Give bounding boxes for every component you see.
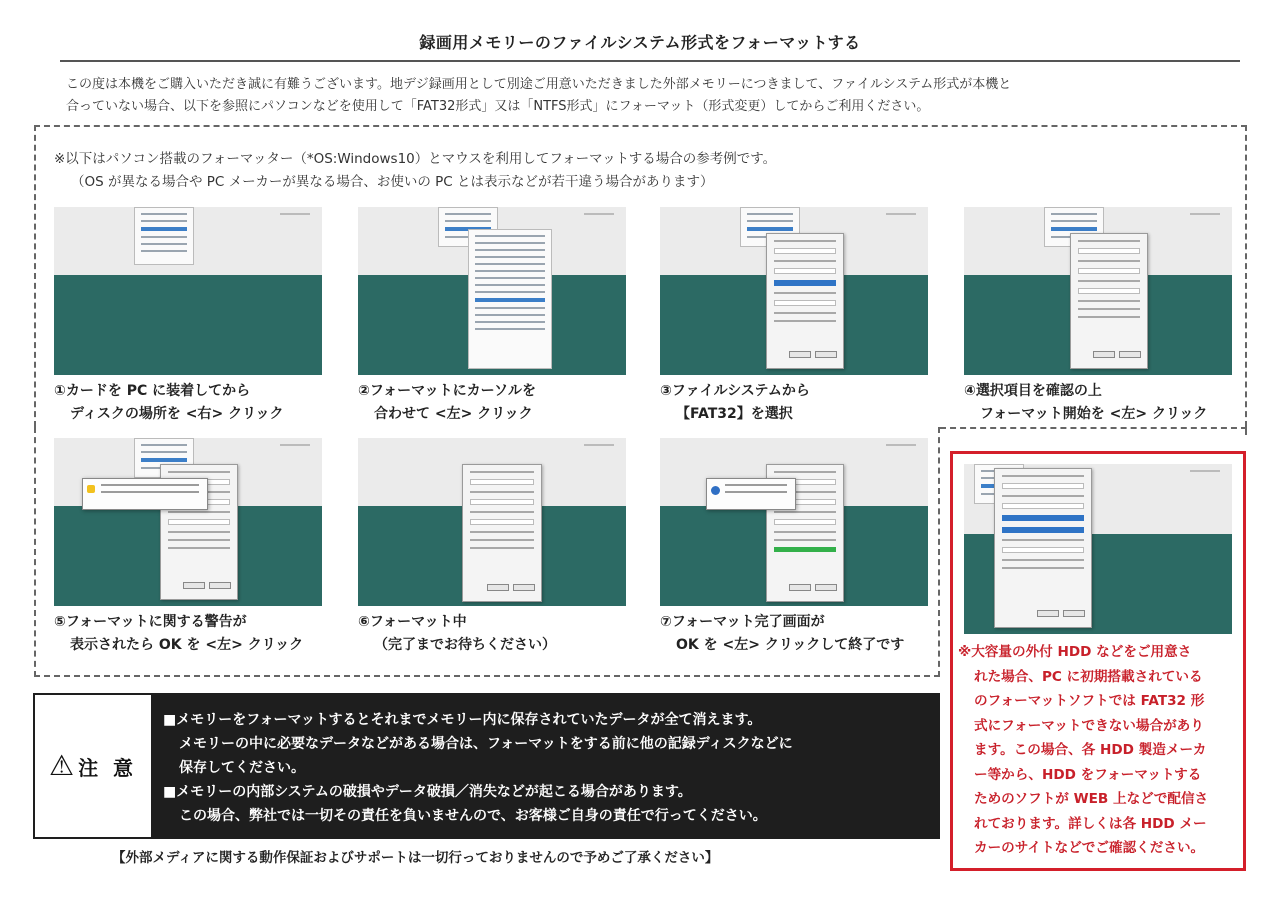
format-dialog <box>1070 233 1148 369</box>
step3-caption: ③ファイルシステムから 【FAT32】を選択 <box>660 383 810 422</box>
steps-frame-step <box>940 427 1247 435</box>
step2-caption: ②フォーマットにカーソルを 合わせて <左> クリック <box>358 383 537 422</box>
format-dialog <box>462 464 542 602</box>
desktop-background <box>54 275 322 375</box>
step7-caption: ⑦フォーマット完了画面が OK を <左> クリックして終了です <box>660 614 905 653</box>
context-menu <box>468 229 552 369</box>
step5-caption: ⑤フォーマットに関する警告が 表示されたら OK を <左> クリック <box>54 614 304 653</box>
step1-caption: ①カードを PC に装着してから ディスクの場所を <右> クリック <box>54 383 284 422</box>
caution-line: 保存してください。 <box>179 760 305 776</box>
step3-screenshot <box>660 207 928 375</box>
warning-icon <box>87 485 95 493</box>
step2-screenshot <box>358 207 626 375</box>
format-dialog <box>994 468 1092 628</box>
hdd-note-text: ※大容量の外付 HDD などをご用意さ れた場合、PC に初期搭載されている のフォーマットソフトでは FAT32 形 式にフォーマットできない場合があり ます。この場合、各 HDD 製造メーカ ー等から、HDD をフォーマットする ためのソフトが WEB 上などで配信さ れております。詳しくは各 HDD メー カーのサイトなどでご確認ください。 <box>958 644 1209 856</box>
note-line-2: （OS が異なる場合や PC メーカーが異なる場合、お使いの PC とは表示などが若干違う場合があります） <box>71 174 714 190</box>
caution-text <box>163 708 933 828</box>
hdd-screenshot <box>964 464 1232 634</box>
intro-line-1: この度は本機をご購入いただき誠に有難うございます。地デジ録画用として別途ご用意いただきました外部メモリーにつきまして、ファイルシステム形式が本機と <box>66 77 1012 92</box>
complete-popup <box>706 478 796 510</box>
step6-caption: ⑥フォーマット中 （完了までお待ちください） <box>358 614 556 653</box>
caution-label <box>35 695 151 837</box>
step4-caption: ④選択項目を確認の上 フォーマット開始を <左> クリック <box>964 383 1208 422</box>
intro-line-2: 合っていない場合、以下を参照にパソコンなどを使用して「FAT32形式」又は「NTFS形式」にフォーマット（形式変更）してからご利用ください。 <box>66 99 930 114</box>
caution-box <box>33 693 940 839</box>
step5-screenshot <box>54 438 322 606</box>
caution-line: ■メモリーをフォーマットするとそれまでメモリー内に保存されていたデータが全て消えます。 <box>163 712 762 728</box>
page-title: 録画用メモリーのファイルシステム形式をフォーマットする <box>419 33 861 52</box>
warning-triangle-icon: ⚠ <box>48 749 75 782</box>
step1-screenshot <box>54 207 322 375</box>
caution-line: メモリーの中に必要なデータなどがある場合は、フォーマットをする前に他の記録ディスクなどに <box>179 736 793 752</box>
warning-popup <box>82 478 208 510</box>
format-dialog <box>766 233 844 369</box>
step7-screenshot <box>660 438 928 606</box>
reference-note <box>54 148 776 194</box>
explorer-tree <box>134 207 194 265</box>
footer-disclaimer: 【外部メディアに関する動作保証およびサポートは一切行っておりませんので予めご了承ください】 <box>112 850 719 866</box>
step4-screenshot <box>964 207 1232 375</box>
step6-screenshot <box>358 438 626 606</box>
caution-line: ■メモリーの内部システムの破損やデータ破損／消失などが起こる場合があります。 <box>163 784 692 800</box>
title-divider <box>60 60 1240 62</box>
intro-text <box>66 74 1236 118</box>
caution-line: この場合、弊社では一切その責任を負いませんので、お客様ご自身の責任で行ってください。 <box>179 808 767 824</box>
note-line-1: ※以下はパソコン搭載のフォーマッター（*OS:Windows10）とマウスを利用してフォーマットする場合の参考例です。 <box>54 151 777 167</box>
info-icon <box>711 486 720 495</box>
caution-word: 注 意 <box>78 755 138 780</box>
